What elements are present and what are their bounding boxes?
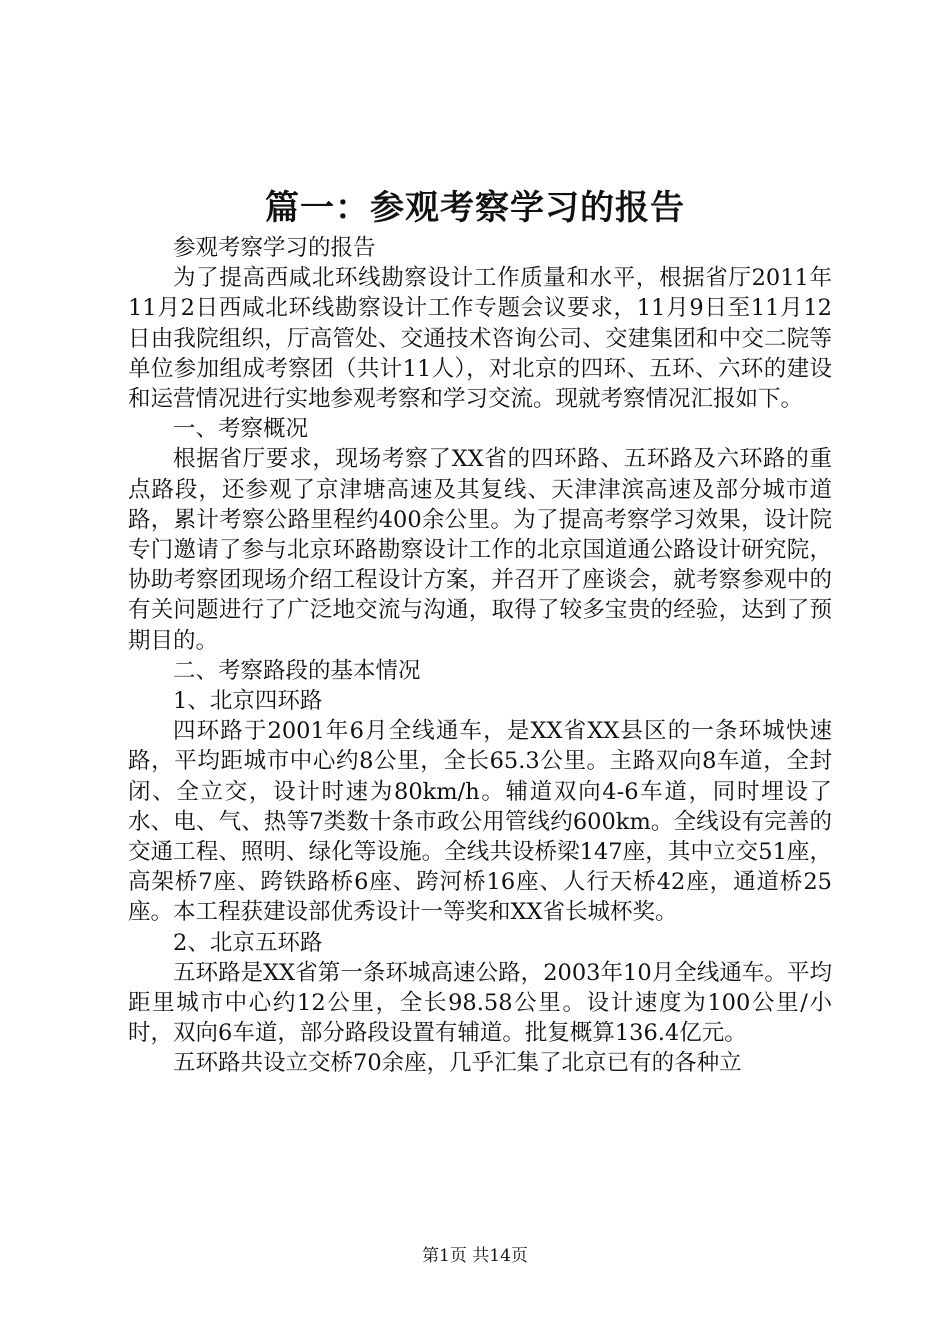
subtitle-paragraph: 参观考察学习的报告 [173, 235, 376, 261]
page-number-footer: 第1页 共14页 [422, 1246, 528, 1266]
body-paragraph: 五环路是XX省第一条环城高速公路，2003年10月全线通车。平均距里城市中心约12公里，全长98.58公里。设计速度为100公里/小时，双向6车道，部分路段设置有辅道。批复概算136.4亿元。 [128, 959, 832, 1047]
subsection-heading: 2、北京五环路 [173, 929, 323, 956]
body-paragraph: 五环路共设立交桥70余座，几乎汇集了北京已有的各种立 [173, 1050, 742, 1077]
body-paragraph: 根据省厅要求，现场考察了XX省的四环路、五环路及六环路的重点路段，还参观了京津塘高速及其复线、天津津滨高速及部分城市道路，累计考察公路里程约400余公里。为了提高考察学习效果，设计院专门邀请了参与北京环路勘察设计工作的北京国道通公路设计研究院，协助考察团现场介绍工程设计方案，并召开了座谈会，就考察参观中的有关问题进行了广泛地交流与沟通，取得了较多宝贵的经验，达到了预期目的。 [128, 446, 832, 654]
document-body [128, 233, 832, 1079]
document-title: 篇一：参观考察学习的报告 [265, 188, 685, 228]
section-heading: 一、考察概况 [173, 416, 309, 443]
subsection-heading: 1、北京四环路 [173, 688, 323, 715]
body-paragraph: 为了提高西咸北环线勘察设计工作质量和水平，根据省厅2011年11月2日西咸北环线勘察设计工作专题会议要求，11月9日至11月12日由我院组织，厅高管处、交通技术咨询公司、交建集团和中交二院等单位参加组成考察团（共计11人），对北京的四环、五环、六环的建设和运营情况进行实地参观考察和学习交流。现就考察情况汇报如下。 [128, 265, 832, 413]
body-paragraph: 四环路于2001年6月全线通车，是XX省XX县区的一条环城快速路，平均距城市中心约8公里，全长65.3公里。主路双向8车道，全封闭、全立交，设计时速为80km/h。辅道双向4-6车道，同时埋设了水、电、气、热等7类数十条市政公用管线约600km。全线设有完善的交通工程、照明、绿化等设施。全线共设桥梁147座，其中立交51座，高架桥7座、跨铁路桥6座、跨河桥16座、人行天桥42座，通道桥25座。本工程获建设部优秀设计一等奖和XX省长城杯奖。 [128, 718, 832, 926]
section-heading: 二、考察路段的基本情况 [173, 657, 421, 684]
